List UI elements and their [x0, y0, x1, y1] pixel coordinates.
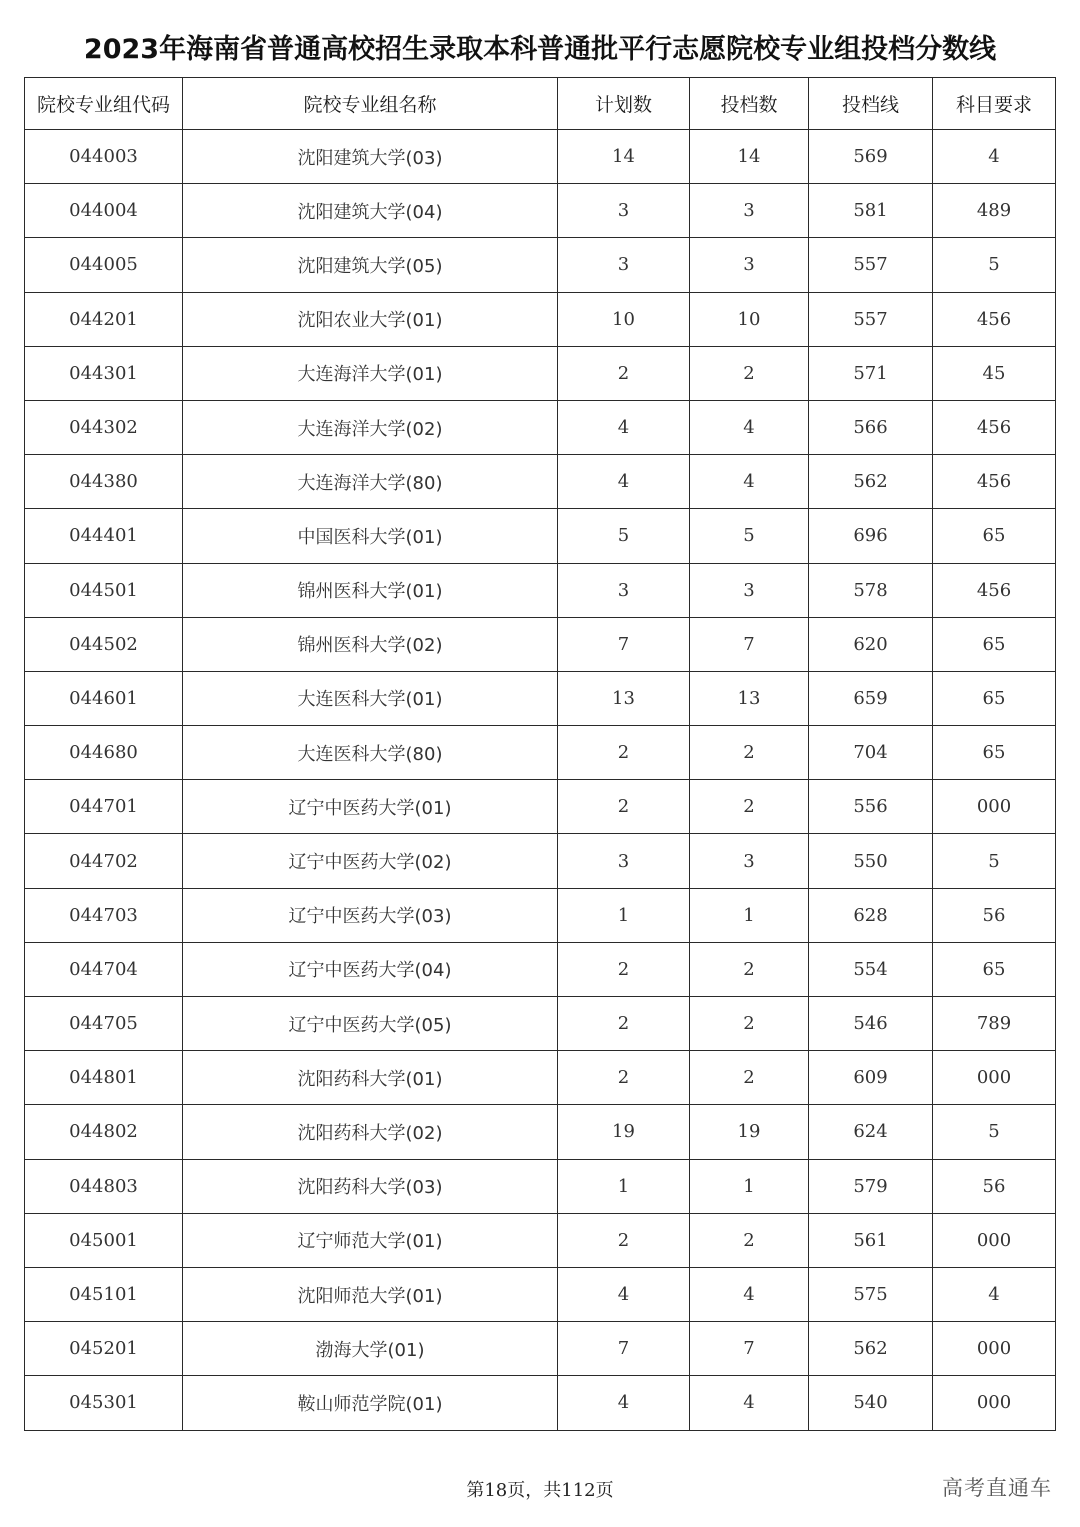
header-code: 院校专业组代码: [25, 78, 183, 130]
cell-code: 044003: [25, 130, 183, 184]
table-row: [25, 1159, 1056, 1213]
cell-name: 辽宁中医药大学(05): [183, 997, 558, 1051]
cell-score: 704: [809, 726, 933, 780]
cell-admitted: 10: [690, 292, 809, 346]
cell-plan: 5: [558, 509, 690, 563]
cell-code: 044380: [25, 455, 183, 509]
cell-requirement: 4: [933, 1267, 1056, 1321]
cell-admitted: 2: [690, 780, 809, 834]
cell-code: 044680: [25, 726, 183, 780]
cell-score: 546: [809, 997, 933, 1051]
cell-admitted: 14: [690, 130, 809, 184]
cell-requirement: 456: [933, 292, 1056, 346]
cell-name: 沈阳药科大学(01): [183, 1051, 558, 1105]
cell-name: 沈阳师范大学(01): [183, 1267, 558, 1321]
cell-plan: 3: [558, 834, 690, 888]
cell-plan: 3: [558, 184, 690, 238]
cell-admitted: 4: [690, 1376, 809, 1430]
cell-requirement: 000: [933, 780, 1056, 834]
table-row: [25, 1105, 1056, 1159]
score-table: [24, 77, 1056, 1431]
cell-requirement: 789: [933, 997, 1056, 1051]
cell-plan: 4: [558, 1267, 690, 1321]
cell-code: 044705: [25, 997, 183, 1051]
cell-plan: 1: [558, 1159, 690, 1213]
cell-code: 044801: [25, 1051, 183, 1105]
cell-plan: 2: [558, 1213, 690, 1267]
cell-requirement: 5: [933, 238, 1056, 292]
header-requirement: 科目要求: [933, 78, 1056, 130]
cell-code: 044004: [25, 184, 183, 238]
cell-requirement: 65: [933, 942, 1056, 996]
cell-score: 556: [809, 780, 933, 834]
table-header: [25, 78, 1056, 130]
cell-name: 大连医科大学(01): [183, 671, 558, 725]
table-row: [25, 780, 1056, 834]
cell-name: 沈阳药科大学(02): [183, 1105, 558, 1159]
cell-code: 044502: [25, 617, 183, 671]
table-row: [25, 1322, 1056, 1376]
cell-requirement: 56: [933, 1159, 1056, 1213]
cell-name: 沈阳农业大学(01): [183, 292, 558, 346]
cell-score: 557: [809, 292, 933, 346]
cell-code: 044302: [25, 400, 183, 454]
cell-code: 045201: [25, 1322, 183, 1376]
header-admitted: 投档数: [690, 78, 809, 130]
cell-name: 辽宁中医药大学(04): [183, 942, 558, 996]
cell-requirement: 65: [933, 509, 1056, 563]
cell-admitted: 3: [690, 238, 809, 292]
cell-name: 辽宁中医药大学(03): [183, 888, 558, 942]
cell-code: 044802: [25, 1105, 183, 1159]
watermark-text: 高考直通车: [942, 1476, 1052, 1500]
cell-admitted: 4: [690, 1267, 809, 1321]
cell-plan: 1: [558, 888, 690, 942]
cell-admitted: 3: [690, 834, 809, 888]
cell-plan: 14: [558, 130, 690, 184]
cell-score: 624: [809, 1105, 933, 1159]
cell-score: 571: [809, 346, 933, 400]
cell-code: 044401: [25, 509, 183, 563]
cell-score: 659: [809, 671, 933, 725]
cell-admitted: 4: [690, 400, 809, 454]
cell-code: 044601: [25, 671, 183, 725]
cell-admitted: 13: [690, 671, 809, 725]
cell-score: 562: [809, 455, 933, 509]
cell-name: 沈阳药科大学(03): [183, 1159, 558, 1213]
cell-name: 鞍山师范学院(01): [183, 1376, 558, 1430]
cell-plan: 2: [558, 780, 690, 834]
cell-name: 大连海洋大学(80): [183, 455, 558, 509]
cell-plan: 3: [558, 563, 690, 617]
cell-code: 044704: [25, 942, 183, 996]
header-row: [25, 78, 1056, 130]
cell-name: 沈阳建筑大学(05): [183, 238, 558, 292]
cell-requirement: 000: [933, 1322, 1056, 1376]
table-row: [25, 1376, 1056, 1430]
cell-code: 044803: [25, 1159, 183, 1213]
cell-requirement: 65: [933, 671, 1056, 725]
cell-plan: 2: [558, 942, 690, 996]
cell-admitted: 1: [690, 1159, 809, 1213]
cell-name: 沈阳建筑大学(04): [183, 184, 558, 238]
cell-admitted: 5: [690, 509, 809, 563]
cell-score: 566: [809, 400, 933, 454]
cell-name: 沈阳建筑大学(03): [183, 130, 558, 184]
cell-score: 540: [809, 1376, 933, 1430]
cell-admitted: 4: [690, 455, 809, 509]
cell-plan: 4: [558, 455, 690, 509]
cell-requirement: 56: [933, 888, 1056, 942]
cell-name: 大连海洋大学(02): [183, 400, 558, 454]
table-row: [25, 1051, 1056, 1105]
table-row: [25, 834, 1056, 888]
table-row: [25, 726, 1056, 780]
table-row: [25, 671, 1056, 725]
cell-name: 锦州医科大学(02): [183, 617, 558, 671]
cell-plan: 4: [558, 400, 690, 454]
cell-requirement: 5: [933, 1105, 1056, 1159]
cell-code: 045301: [25, 1376, 183, 1430]
cell-requirement: 65: [933, 617, 1056, 671]
table-row: [25, 184, 1056, 238]
cell-admitted: 2: [690, 1051, 809, 1105]
cell-admitted: 2: [690, 1213, 809, 1267]
cell-requirement: 456: [933, 400, 1056, 454]
cell-requirement: 000: [933, 1376, 1056, 1430]
cell-requirement: 000: [933, 1051, 1056, 1105]
cell-plan: 2: [558, 726, 690, 780]
table-row: [25, 346, 1056, 400]
cell-admitted: 3: [690, 184, 809, 238]
cell-plan: 2: [558, 346, 690, 400]
cell-requirement: 456: [933, 455, 1056, 509]
cell-code: 044701: [25, 780, 183, 834]
table-row: [25, 563, 1056, 617]
cell-admitted: 2: [690, 726, 809, 780]
cell-name: 大连海洋大学(01): [183, 346, 558, 400]
cell-plan: 3: [558, 238, 690, 292]
cell-code: 044005: [25, 238, 183, 292]
header-score: 投档线: [809, 78, 933, 130]
cell-admitted: 7: [690, 1322, 809, 1376]
page-number: 第18页，共112页: [466, 1480, 614, 1501]
cell-name: 大连医科大学(80): [183, 726, 558, 780]
cell-score: 554: [809, 942, 933, 996]
cell-admitted: 7: [690, 617, 809, 671]
table-row: [25, 997, 1056, 1051]
cell-name: 中国医科大学(01): [183, 509, 558, 563]
cell-requirement: 456: [933, 563, 1056, 617]
header-plan: 计划数: [558, 78, 690, 130]
cell-code: 044702: [25, 834, 183, 888]
cell-score: 569: [809, 130, 933, 184]
cell-admitted: 1: [690, 888, 809, 942]
cell-code: 045101: [25, 1267, 183, 1321]
table-row: [25, 455, 1056, 509]
cell-score: 581: [809, 184, 933, 238]
table-row: [25, 888, 1056, 942]
table-row: [25, 617, 1056, 671]
cell-name: 渤海大学(01): [183, 1322, 558, 1376]
cell-score: 562: [809, 1322, 933, 1376]
cell-code: 044301: [25, 346, 183, 400]
cell-plan: 2: [558, 997, 690, 1051]
cell-admitted: 2: [690, 942, 809, 996]
cell-plan: 2: [558, 1051, 690, 1105]
cell-admitted: 2: [690, 997, 809, 1051]
cell-score: 575: [809, 1267, 933, 1321]
table-row: [25, 292, 1056, 346]
cell-requirement: 65: [933, 726, 1056, 780]
cell-admitted: 3: [690, 563, 809, 617]
cell-name: 辽宁师范大学(01): [183, 1213, 558, 1267]
cell-admitted: 2: [690, 346, 809, 400]
cell-score: 696: [809, 509, 933, 563]
cell-name: 辽宁中医药大学(02): [183, 834, 558, 888]
table-row: [25, 1213, 1056, 1267]
cell-code: 044201: [25, 292, 183, 346]
cell-requirement: 45: [933, 346, 1056, 400]
document-title: 2023年海南省普通高校招生录取本科普通批平行志愿院校专业组投档分数线: [83, 34, 997, 65]
table-row: [25, 130, 1056, 184]
cell-plan: 4: [558, 1376, 690, 1430]
cell-code: 044501: [25, 563, 183, 617]
cell-score: 561: [809, 1213, 933, 1267]
cell-score: 578: [809, 563, 933, 617]
cell-score: 579: [809, 1159, 933, 1213]
cell-plan: 19: [558, 1105, 690, 1159]
cell-requirement: 000: [933, 1213, 1056, 1267]
cell-requirement: 489: [933, 184, 1056, 238]
cell-code: 045001: [25, 1213, 183, 1267]
cell-plan: 13: [558, 671, 690, 725]
cell-plan: 7: [558, 617, 690, 671]
cell-plan: 10: [558, 292, 690, 346]
table-row: [25, 238, 1056, 292]
header-name: 院校专业组名称: [183, 78, 558, 130]
cell-requirement: 4: [933, 130, 1056, 184]
cell-name: 辽宁中医药大学(01): [183, 780, 558, 834]
cell-code: 044703: [25, 888, 183, 942]
cell-score: 609: [809, 1051, 933, 1105]
cell-plan: 7: [558, 1322, 690, 1376]
cell-score: 628: [809, 888, 933, 942]
table-row: [25, 509, 1056, 563]
cell-admitted: 19: [690, 1105, 809, 1159]
cell-name: 锦州医科大学(01): [183, 563, 558, 617]
table-row: [25, 400, 1056, 454]
table-body: [25, 130, 1056, 1431]
cell-score: 557: [809, 238, 933, 292]
cell-score: 550: [809, 834, 933, 888]
table-row: [25, 1267, 1056, 1321]
cell-requirement: 5: [933, 834, 1056, 888]
cell-score: 620: [809, 617, 933, 671]
table-row: [25, 942, 1056, 996]
